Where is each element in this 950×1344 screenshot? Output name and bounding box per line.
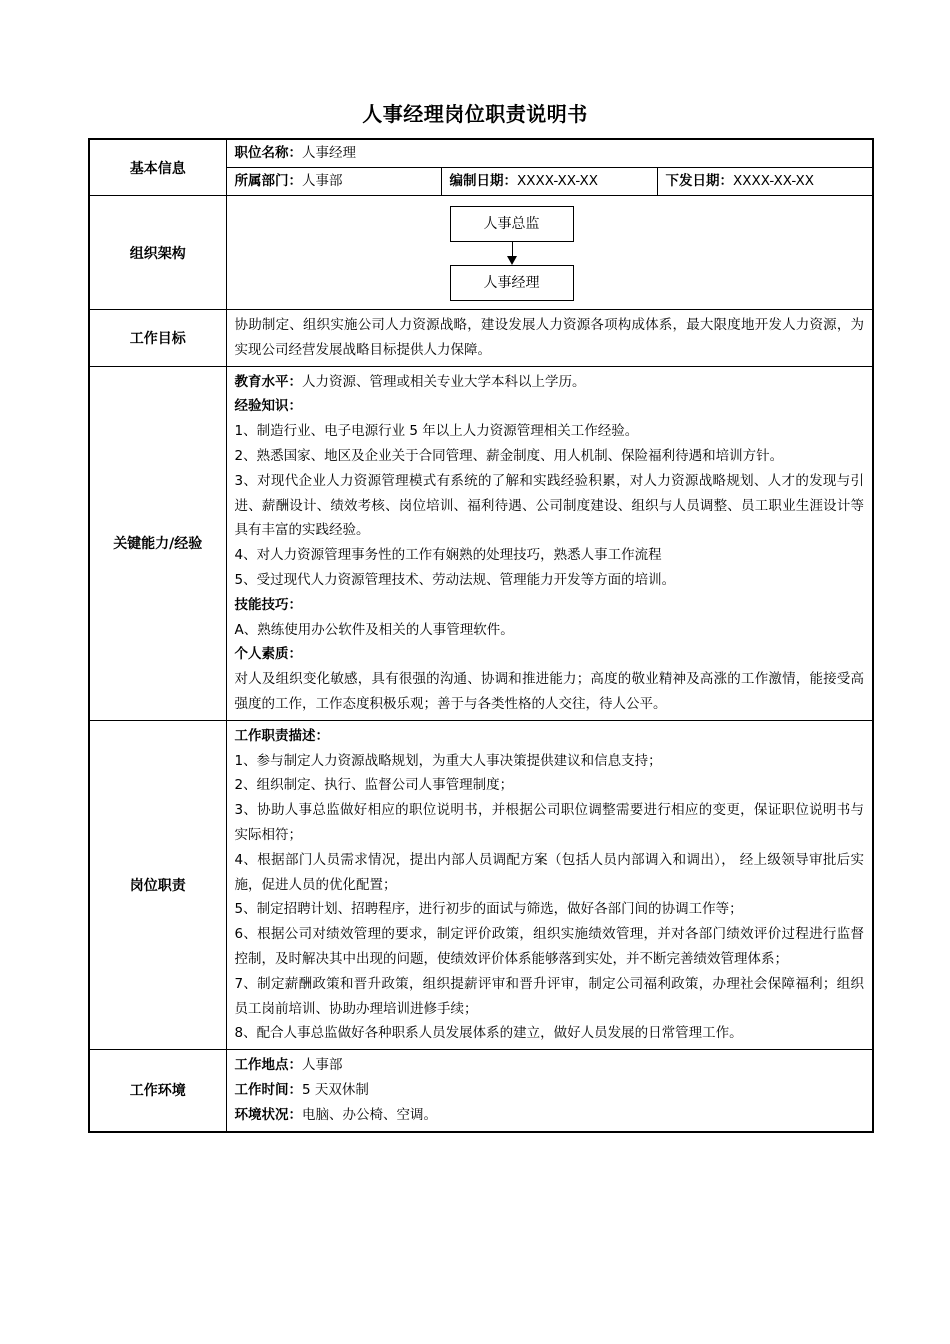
quality-label: 个人素质： <box>234 646 302 663</box>
work-environment-label: 工作环境 <box>89 1050 226 1132</box>
job-description-table <box>88 138 874 1133</box>
work-hours-line <box>235 1078 865 1103</box>
position-name-value: 人事经理 <box>302 145 356 161</box>
work-conditions-line <box>235 1103 865 1128</box>
key-abilities-row <box>89 366 873 720</box>
document-title: 人事经理岗位职责说明书 <box>362 102 588 126</box>
work-goal-text: 协助制定、组织实施公司人力资源战略，建设发展人力资源各项构成体系，最大限度地开发人力资源，为实现公司经营发展战略目标提供人力保障。 <box>234 317 865 358</box>
skills-label: 技能技巧： <box>234 596 302 613</box>
quality-text: 对人及组织变化敏感，具有很强的沟通、协调和推进能力；高度的敬业精神及高涨的工作激情，能接受高强度的工作，工作态度积极乐观；善于与各类性格的人交往，待人公平。 <box>234 671 865 712</box>
responsibility-item: 6、根据公司对绩效管理的要求，制定评价政策，组织实施绩效管理，并对各部门绩效评价过程进行监督控制，及时解决其中出现的问题，使绩效评价体系能够落到实处，并不断完善绩效管理体系； <box>234 926 865 967</box>
compile-date-label: 编制日期： <box>449 173 517 189</box>
compile-date-value: XXXX-XX-XX <box>517 173 599 189</box>
work-goal-label: 工作目标 <box>89 310 226 367</box>
responsibilities-row <box>89 720 873 1049</box>
experience-label: 经验知识： <box>234 398 302 415</box>
department-cell <box>226 168 441 196</box>
work-conditions-value: 电脑、办公椅、空调。 <box>302 1106 437 1123</box>
experience-item: 3、对现代企业人力资源管理模式有系统的了解和实践经验积累，对人力资源战略规划、人才的发现与引进、薪酬设计、绩效考核、岗位培训、福利待遇、公司制度建设、组织与人员调整、员工职业生涯设计等具有丰富的实践经验。 <box>234 472 865 539</box>
experience-item: 2、熟悉国家、地区及企业关于合同管理、薪金制度、用人机制、保险福利待遇和培训方针。 <box>234 447 784 464</box>
responsibility-item: 2、组织制定、执行、监督公司人事管理制度； <box>234 777 514 794</box>
work-environment-row <box>89 1050 873 1132</box>
experience-item: 5、受过现代人力资源管理技术、劳动法规、管理能力开发等方面的培训。 <box>234 571 676 588</box>
responsibility-item: 7、制定薪酬政策和晋升政策，组织提薪评审和晋升评审，制定公司福利政策，办理社会保障福利；组织员工岗前培训、协助办理培训进修手续； <box>234 975 865 1017</box>
responsibility-item: 1、参与制定人力资源战略规划，为重大人事决策提供建议和信息支持； <box>234 752 662 769</box>
key-abilities-cell <box>226 366 873 720</box>
education-label: 教育水平： <box>234 373 302 390</box>
work-location-line <box>235 1053 865 1078</box>
org-box-manager: 人事经理 <box>450 265 574 301</box>
responsibility-item: 8、配合人事总监做好各种职系人员发展体系的建立，做好人员发展的日常管理工作。 <box>234 1025 743 1042</box>
org-chart <box>227 196 873 309</box>
position-name-label: 职位名称： <box>234 145 302 161</box>
arrow-down-icon <box>507 256 517 265</box>
basic-info-row-1 <box>89 139 873 168</box>
work-hours-value: 5 天双休制 <box>302 1081 369 1098</box>
compile-date-cell <box>441 168 657 196</box>
department-value: 人事部 <box>302 173 343 189</box>
responsibilities-desc-label: 工作职责描述： <box>234 727 329 744</box>
education-value: 人力资源、管理或相关专业大学本科以上学历。 <box>302 373 586 390</box>
org-structure-cell <box>226 196 873 310</box>
skills-item: A、熟练使用办公软件及相关的人事管理软件。 <box>234 621 514 638</box>
basic-info-label: 基本信息 <box>89 139 226 196</box>
issue-date-cell <box>657 168 873 196</box>
responsibility-item: 4、根据部门人员需求情况，提出内部人员调配方案（包括人员内部调入和调出）， 经上级领导审批后实施，促进人员的优化配置； <box>234 851 865 893</box>
work-goal-cell <box>226 310 873 367</box>
experience-item: 4、对人力资源管理事务性的工作有娴熟的处理技巧，熟悉人事工作流程 <box>234 547 662 564</box>
experience-item: 1、制造行业、电子电源行业 5 年以上人力资源管理相关工作经验。 <box>234 423 639 440</box>
key-abilities-label: 关键能力/经验 <box>89 366 226 720</box>
work-location-label: 工作地点： <box>234 1057 302 1074</box>
education-line <box>235 370 865 395</box>
department-label: 所属部门： <box>234 173 302 189</box>
org-structure-row <box>89 196 873 310</box>
responsibilities-label: 岗位职责 <box>89 720 226 1049</box>
issue-date-label: 下发日期： <box>665 173 733 189</box>
work-conditions-label: 环境状况： <box>234 1106 302 1123</box>
work-goal-row <box>89 310 873 367</box>
responsibilities-cell <box>226 720 873 1049</box>
responsibility-item: 5、制定招聘计划、招聘程序，进行初步的面试与筛选，做好各部门间的协调工作等； <box>234 901 743 918</box>
org-connector-line <box>512 242 513 257</box>
work-hours-label: 工作时间： <box>234 1081 302 1098</box>
work-location-value: 人事部 <box>302 1057 343 1074</box>
issue-date-value: XXXX-XX-XX <box>733 173 815 189</box>
work-environment-cell <box>226 1050 873 1132</box>
org-structure-label: 组织架构 <box>89 196 226 310</box>
position-name-cell <box>226 139 873 168</box>
responsibility-item: 3、协助人事总监做好相应的职位说明书，并根据公司职位调整需要进行相应的变更，保证职位说明书与实际相符； <box>234 802 865 843</box>
org-box-director: 人事总监 <box>450 206 574 242</box>
